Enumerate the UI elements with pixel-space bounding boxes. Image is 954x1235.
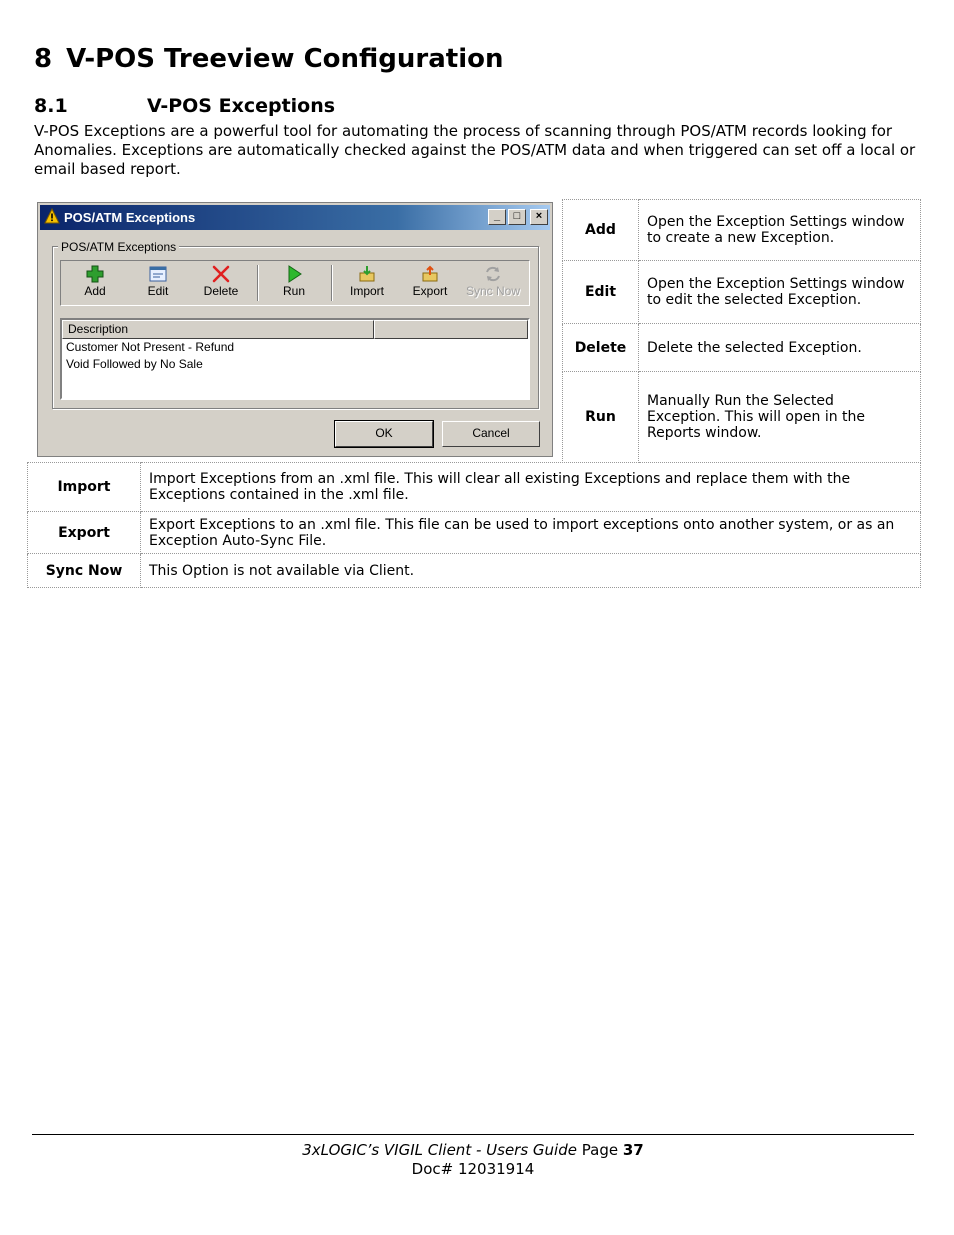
- table-row: [563, 324, 921, 372]
- cancel-button[interactable]: Cancel: [442, 421, 540, 447]
- table-row: [28, 554, 921, 588]
- delete-button-label: Delete: [203, 284, 239, 298]
- import-button-label: Import: [349, 284, 384, 298]
- export-icon: [421, 265, 439, 283]
- column-header-blank[interactable]: [374, 320, 528, 339]
- doc-number: Doc# 12031914: [411, 1160, 535, 1178]
- exceptions-list[interactable]: [60, 318, 530, 400]
- chapter-heading: [34, 44, 504, 74]
- intro-paragraph: V-POS Exceptions are a powerful tool for automating the process of scanning through POS/ATM records looking for Anomalies. Exceptions are automatically checked against the POS/ATM data and when triggered can set off a local or email based report.: [34, 122, 916, 178]
- chapter-number: 8: [34, 44, 53, 74]
- edit-button-label: Edit: [147, 284, 169, 298]
- dialog-title: POS/ATM Exceptions: [64, 210, 196, 225]
- add-button[interactable]: [67, 263, 123, 303]
- table-key: Sync Now: [28, 554, 141, 588]
- table-key: Import: [28, 463, 141, 512]
- table-key: Add: [563, 200, 639, 261]
- export-button-label: Export: [412, 284, 448, 298]
- table-row: [563, 261, 921, 324]
- page-word: Page: [581, 1141, 619, 1159]
- import-icon: [358, 265, 376, 283]
- table-row: [28, 463, 921, 512]
- option-description-table: [27, 462, 921, 588]
- table-key: Run: [563, 372, 639, 463]
- import-button[interactable]: [339, 263, 395, 303]
- plus-icon: [86, 265, 104, 283]
- sync-now-button[interactable]: [465, 263, 521, 303]
- sync-icon: [484, 265, 502, 283]
- table-key: Export: [28, 512, 141, 554]
- page-footer: [0, 1141, 946, 1179]
- section-title: V-POS Exceptions: [147, 95, 336, 117]
- delete-x-icon: [212, 265, 230, 283]
- table-desc: This Option is not available via Client.: [141, 554, 921, 588]
- list-header: [62, 320, 528, 339]
- footer-divider: [32, 1134, 914, 1135]
- chapter-title: V-POS Treeview Configuration: [66, 44, 504, 74]
- table-desc: Delete the selected Exception.: [639, 324, 921, 372]
- page-number: 37: [622, 1141, 644, 1159]
- column-header-description[interactable]: Description: [62, 320, 374, 339]
- table-desc: Open the Exception Settings window to create a new Exception.: [639, 200, 921, 261]
- section-heading: [34, 95, 335, 117]
- delete-button[interactable]: [193, 263, 249, 303]
- table-desc: Manually Run the Selected Exception. This will open in the Reports window.: [639, 372, 921, 463]
- table-key: Edit: [563, 261, 639, 324]
- export-button[interactable]: [402, 263, 458, 303]
- run-button-label: Run: [282, 284, 305, 298]
- button-description-table: [562, 199, 921, 463]
- run-button[interactable]: [266, 263, 322, 303]
- list-item[interactable]: Void Followed by No Sale: [66, 357, 203, 371]
- table-row: [563, 200, 921, 261]
- toolbar-separator: [257, 265, 259, 301]
- doc-title: 3xLOGIC’s VIGIL Client - Users Guide: [302, 1141, 577, 1159]
- pos-atm-exceptions-dialog: [37, 202, 553, 457]
- edit-button[interactable]: [130, 263, 186, 303]
- section-number: 8.1: [34, 95, 68, 117]
- play-icon: [285, 265, 303, 283]
- toolbar-separator: [331, 265, 333, 301]
- table-desc: Open the Exception Settings window to edit the selected Exception.: [639, 261, 921, 324]
- table-row: [28, 512, 921, 554]
- maximize-icon[interactable]: □: [508, 209, 526, 225]
- close-icon[interactable]: ×: [530, 209, 548, 225]
- ok-button[interactable]: OK: [335, 421, 433, 447]
- add-button-label: Add: [84, 284, 106, 298]
- footer-line: [0, 1141, 946, 1160]
- table-desc: Export Exceptions to an .xml file. This file can be used to import exceptions onto another system, or as an Exception Auto-Sync File.: [141, 512, 921, 554]
- minimize-icon[interactable]: _: [488, 209, 506, 225]
- dialog-titlebar: [40, 205, 550, 230]
- edit-icon: [149, 265, 167, 283]
- list-item[interactable]: Customer Not Present - Refund: [66, 340, 235, 354]
- sync-now-button-label: Sync Now: [465, 284, 521, 298]
- table-desc: Import Exceptions from an .xml file. This will clear all existing Exceptions and replace them with the Exceptions contained in the .xml file.: [141, 463, 921, 512]
- groupbox-label: POS/ATM Exceptions: [58, 240, 179, 254]
- table-key: Delete: [563, 324, 639, 372]
- warning-icon: [44, 208, 60, 224]
- exceptions-toolbar: [60, 260, 530, 306]
- table-row: [563, 372, 921, 463]
